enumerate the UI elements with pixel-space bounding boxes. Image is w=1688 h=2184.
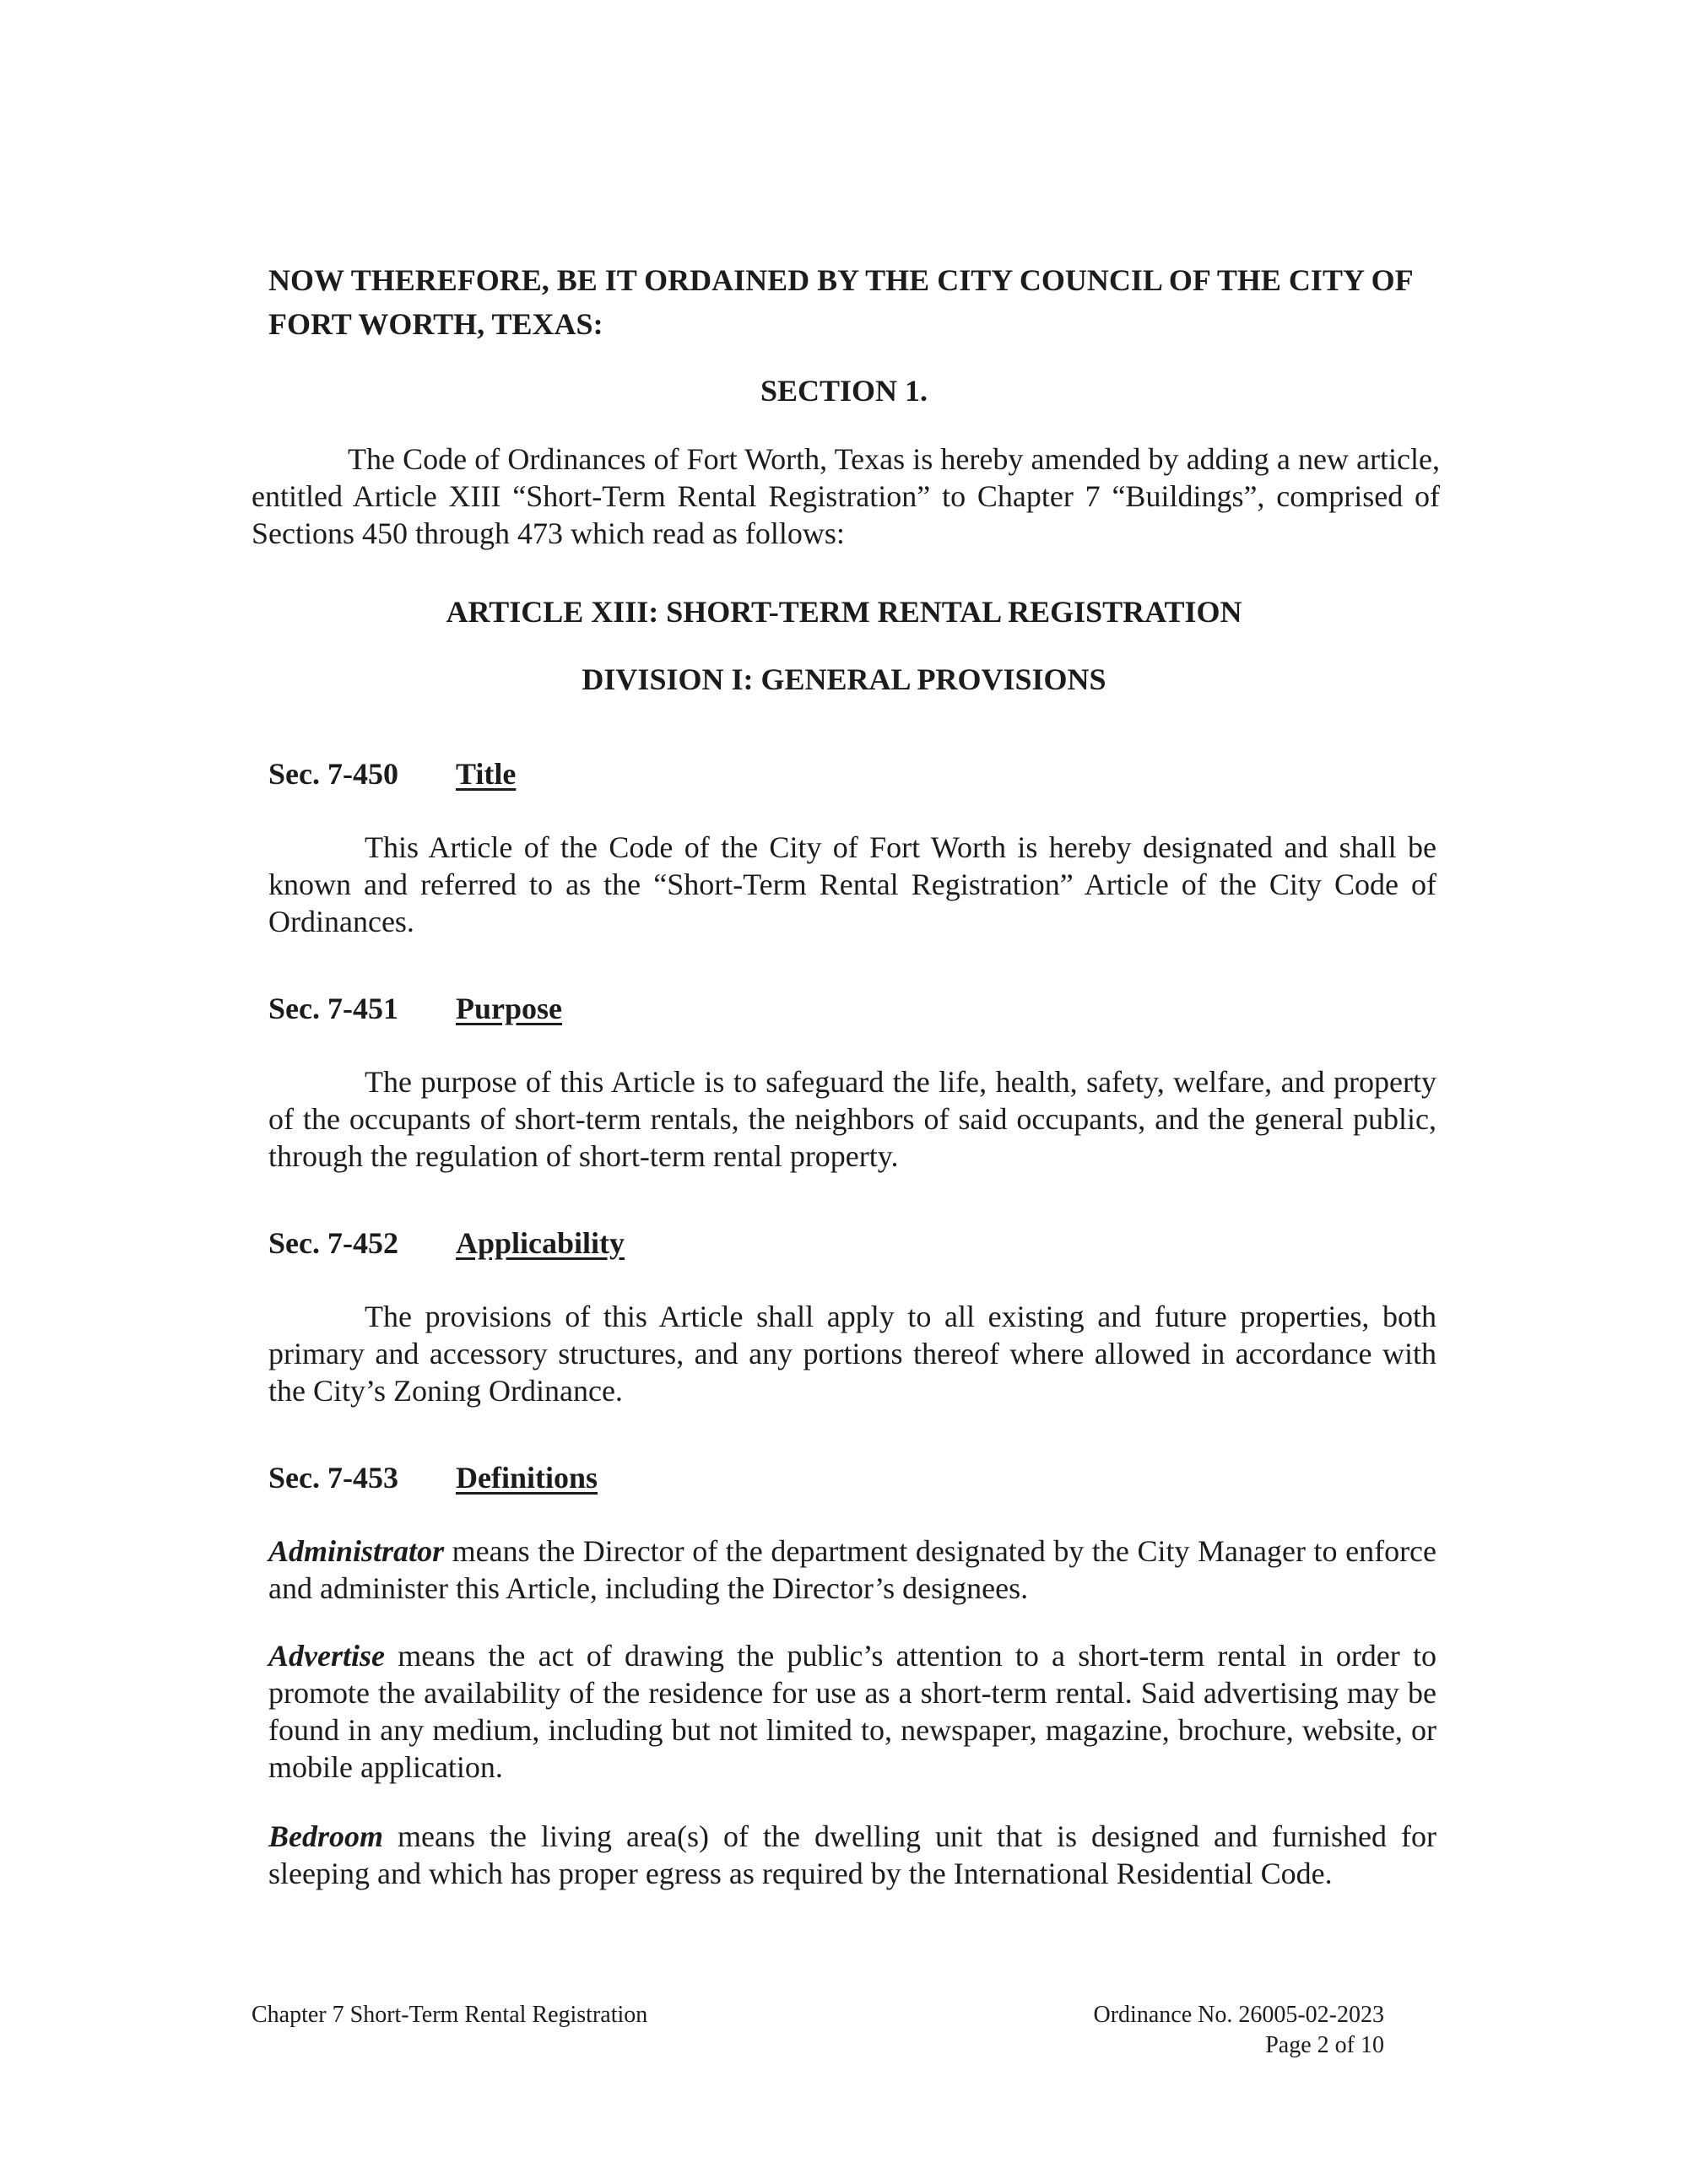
- section-body: This Article of the Code of the City of Fort Worth is hereby designated and shall be known and referred to as the “Short-Term Rental Registration” Article of the City Code of Ordinances.: [268, 830, 1436, 938]
- division-heading: DIVISION I: GENERAL PROVISIONS: [582, 662, 1106, 696]
- section-7-451-heading: [268, 991, 562, 1026]
- section-number: Sec. 7-453: [268, 1461, 398, 1495]
- section-title: Purpose: [456, 992, 562, 1025]
- definition-advertise: [268, 1637, 1436, 1786]
- section-7-452-heading: [268, 1225, 625, 1261]
- footer-ordinance-number: Ordinance No. 26005-02-2023: [1093, 2002, 1384, 2028]
- definition-term: Administrator: [268, 1534, 445, 1568]
- section-number: Sec. 7-451: [268, 992, 398, 1025]
- definition-text: means the act of drawing the public’s attention to a short-term rental in order to promote the availability of the residence for use as a short-term rental. Said advertising may be found in any medium, including but not limited to, newspaper, magazine, brochure, website, or mobile application.: [268, 1639, 1437, 1784]
- definition-text: means the living area(s) of the dwelling unit that is designed and furnished for sleeping and which has proper egress as required by the International Residential Code.: [268, 1819, 1436, 1890]
- section-7-452-text: [268, 1298, 1436, 1409]
- section-number: Sec. 7-452: [268, 1226, 398, 1260]
- footer-page-number: Page 2 of 10: [1265, 2032, 1384, 2058]
- definition-administrator: [268, 1533, 1436, 1607]
- section-title: Definitions: [456, 1461, 598, 1495]
- ordain-heading: NOW THEREFORE, BE IT ORDAINED BY THE CITY COUNCIL OF THE CITY OF FORT WORTH, TEXAS:: [268, 263, 1413, 341]
- section-number: Sec. 7-450: [268, 757, 398, 791]
- definition-bedroom: [268, 1818, 1436, 1892]
- definition-term: Bedroom: [268, 1819, 384, 1853]
- footer-ordinance-block: [928, 2000, 1384, 2061]
- definition-term: Advertise: [268, 1639, 385, 1673]
- article-heading: ARTICLE XIII: SHORT-TERM RENTAL REGISTRATION: [446, 595, 1242, 629]
- section-7-451-text: [268, 1063, 1436, 1175]
- footer-chapter: Chapter 7 Short-Term Rental Registration: [252, 2002, 648, 2028]
- section-intro-text: The Code of Ordinances of Fort Worth, Texas is hereby amended by adding a new article, entitled Article XIII “Short-Term Rental Registration” to Chapter 7 “Buildings”, comprised of Sections 450 through 473 which read as follows:: [252, 442, 1440, 550]
- section-body: The provisions of this Article shall apply to all existing and future properties, both primary and accessory structures, and any portions thereof where allowed in accordance with the City’s Zoning Ordinance.: [268, 1300, 1436, 1408]
- section-title: Applicability: [456, 1226, 625, 1260]
- section-7-450-heading: [268, 756, 516, 792]
- section-7-450-text: [268, 829, 1436, 940]
- section-7-453-heading: [268, 1460, 598, 1495]
- definition-text: means the Director of the department designated by the City Manager to enforce and administer this Article, including the Director’s designees.: [268, 1534, 1437, 1605]
- section-intro: [252, 441, 1440, 552]
- section-body: The purpose of this Article is to safeguard the life, health, safety, welfare, and property of the occupants of short-term rentals, the neighbors of said occupants, and the general public, through the regulation of short-term rental property.: [268, 1065, 1436, 1173]
- section-title: Title: [456, 757, 517, 791]
- section-heading: SECTION 1.: [760, 374, 928, 408]
